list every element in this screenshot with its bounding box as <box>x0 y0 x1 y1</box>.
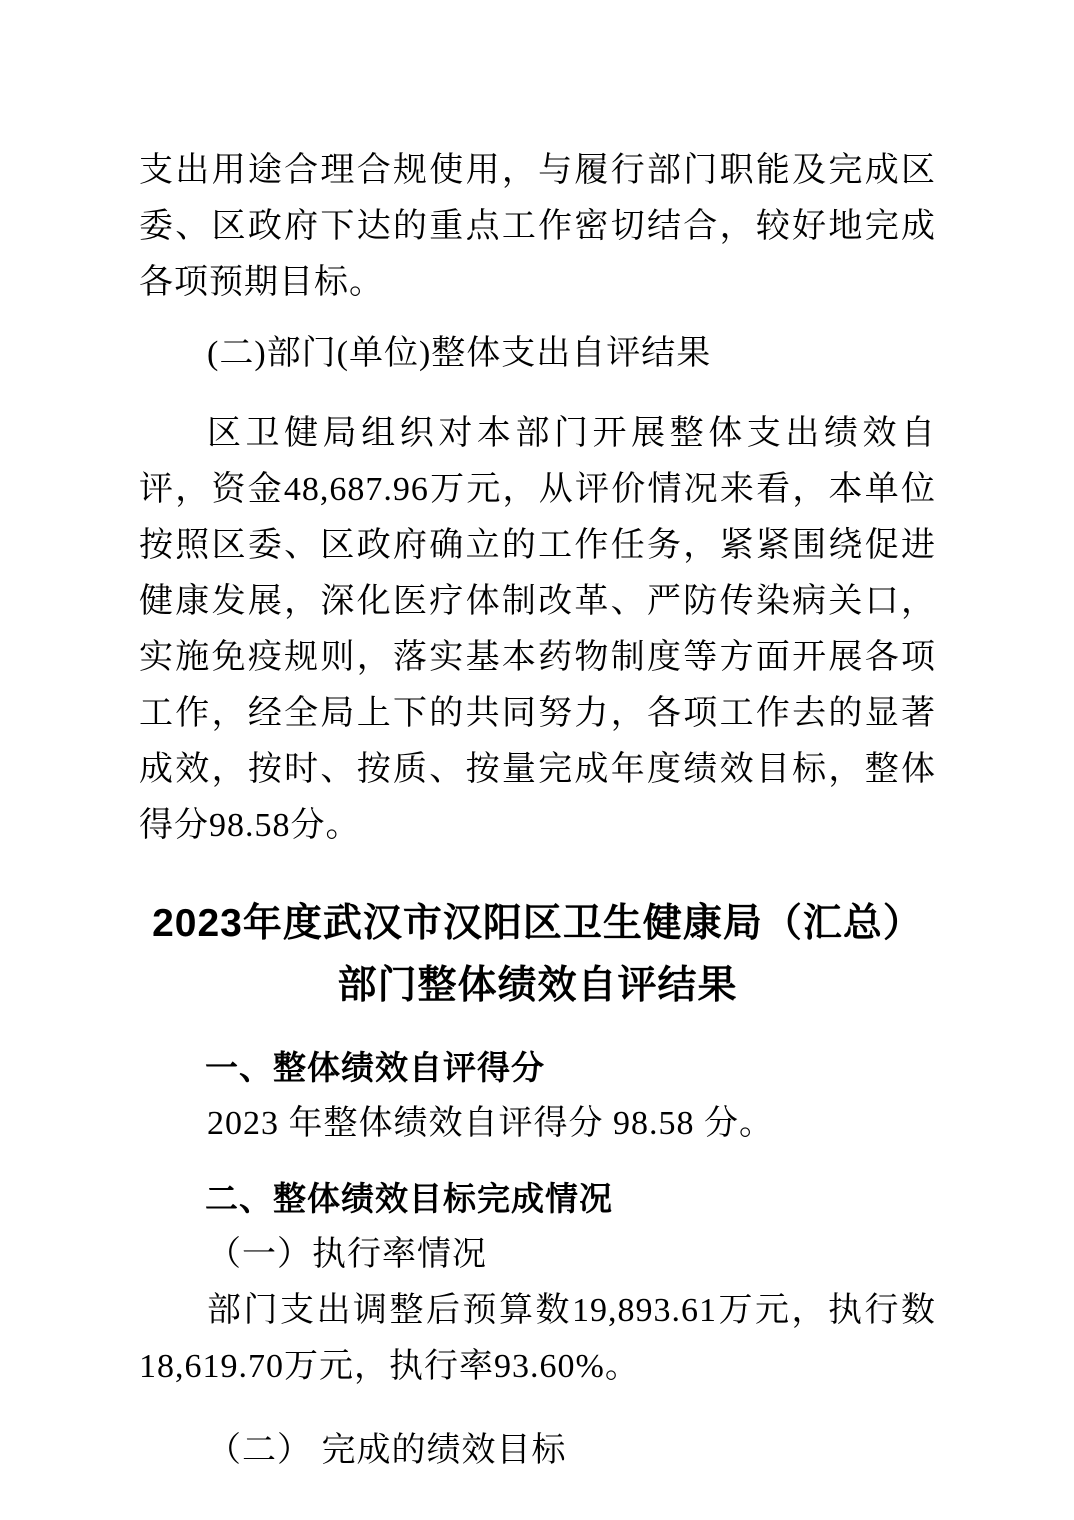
heading-target-completion: 二、整体绩效目标完成情况 <box>205 1180 613 1217</box>
paragraph-overall-score: 2023 年整体绩效自评得分 98.58 分。 <box>207 1105 774 1142</box>
document-content <box>139 143 936 1479</box>
report-title: 2023年度武汉市汉阳区卫生健康局（汇总）部门整体绩效自评结果 <box>152 902 923 1007</box>
subheading-execution-rate: （一）执行率情况 <box>207 1236 487 1273</box>
heading-overall-score: 一、整体绩效自评得分 <box>205 1049 545 1086</box>
subheading-completed-targets: （二） 完成的绩效目标 <box>207 1432 567 1469</box>
carryover-paragraph: 支出用途合理合规使用，与履行部门职能及完成区委、区政府下达的重点工作密切结合，较好地完成各项预期目标。 <box>139 152 936 301</box>
paragraph-execution-rate: 部门支出调整后预算数19,893.61万元，执行数18,619.70万元，执行率93.60%。 <box>139 1292 936 1385</box>
section-paragraph-self-eval: 区卫健局组织对本部门开展整体支出绩效自评，资金48,687.96万元，从评价情况来看，本单位按照区委、区政府确立的工作任务，紧紧围绕促进健康发展，深化医疗体制改革、严防传染病关口，实施免疫规则，落实基本药物制度等方面开展各项工作，经全局上下的共同努力，各项工作去的显著成效，按时、按质、按量完成年度绩效目标，整体得分98.58分。 <box>139 415 936 844</box>
section-heading-dept-self-eval: (二)部门(单位)整体支出自评结果 <box>207 335 712 372</box>
